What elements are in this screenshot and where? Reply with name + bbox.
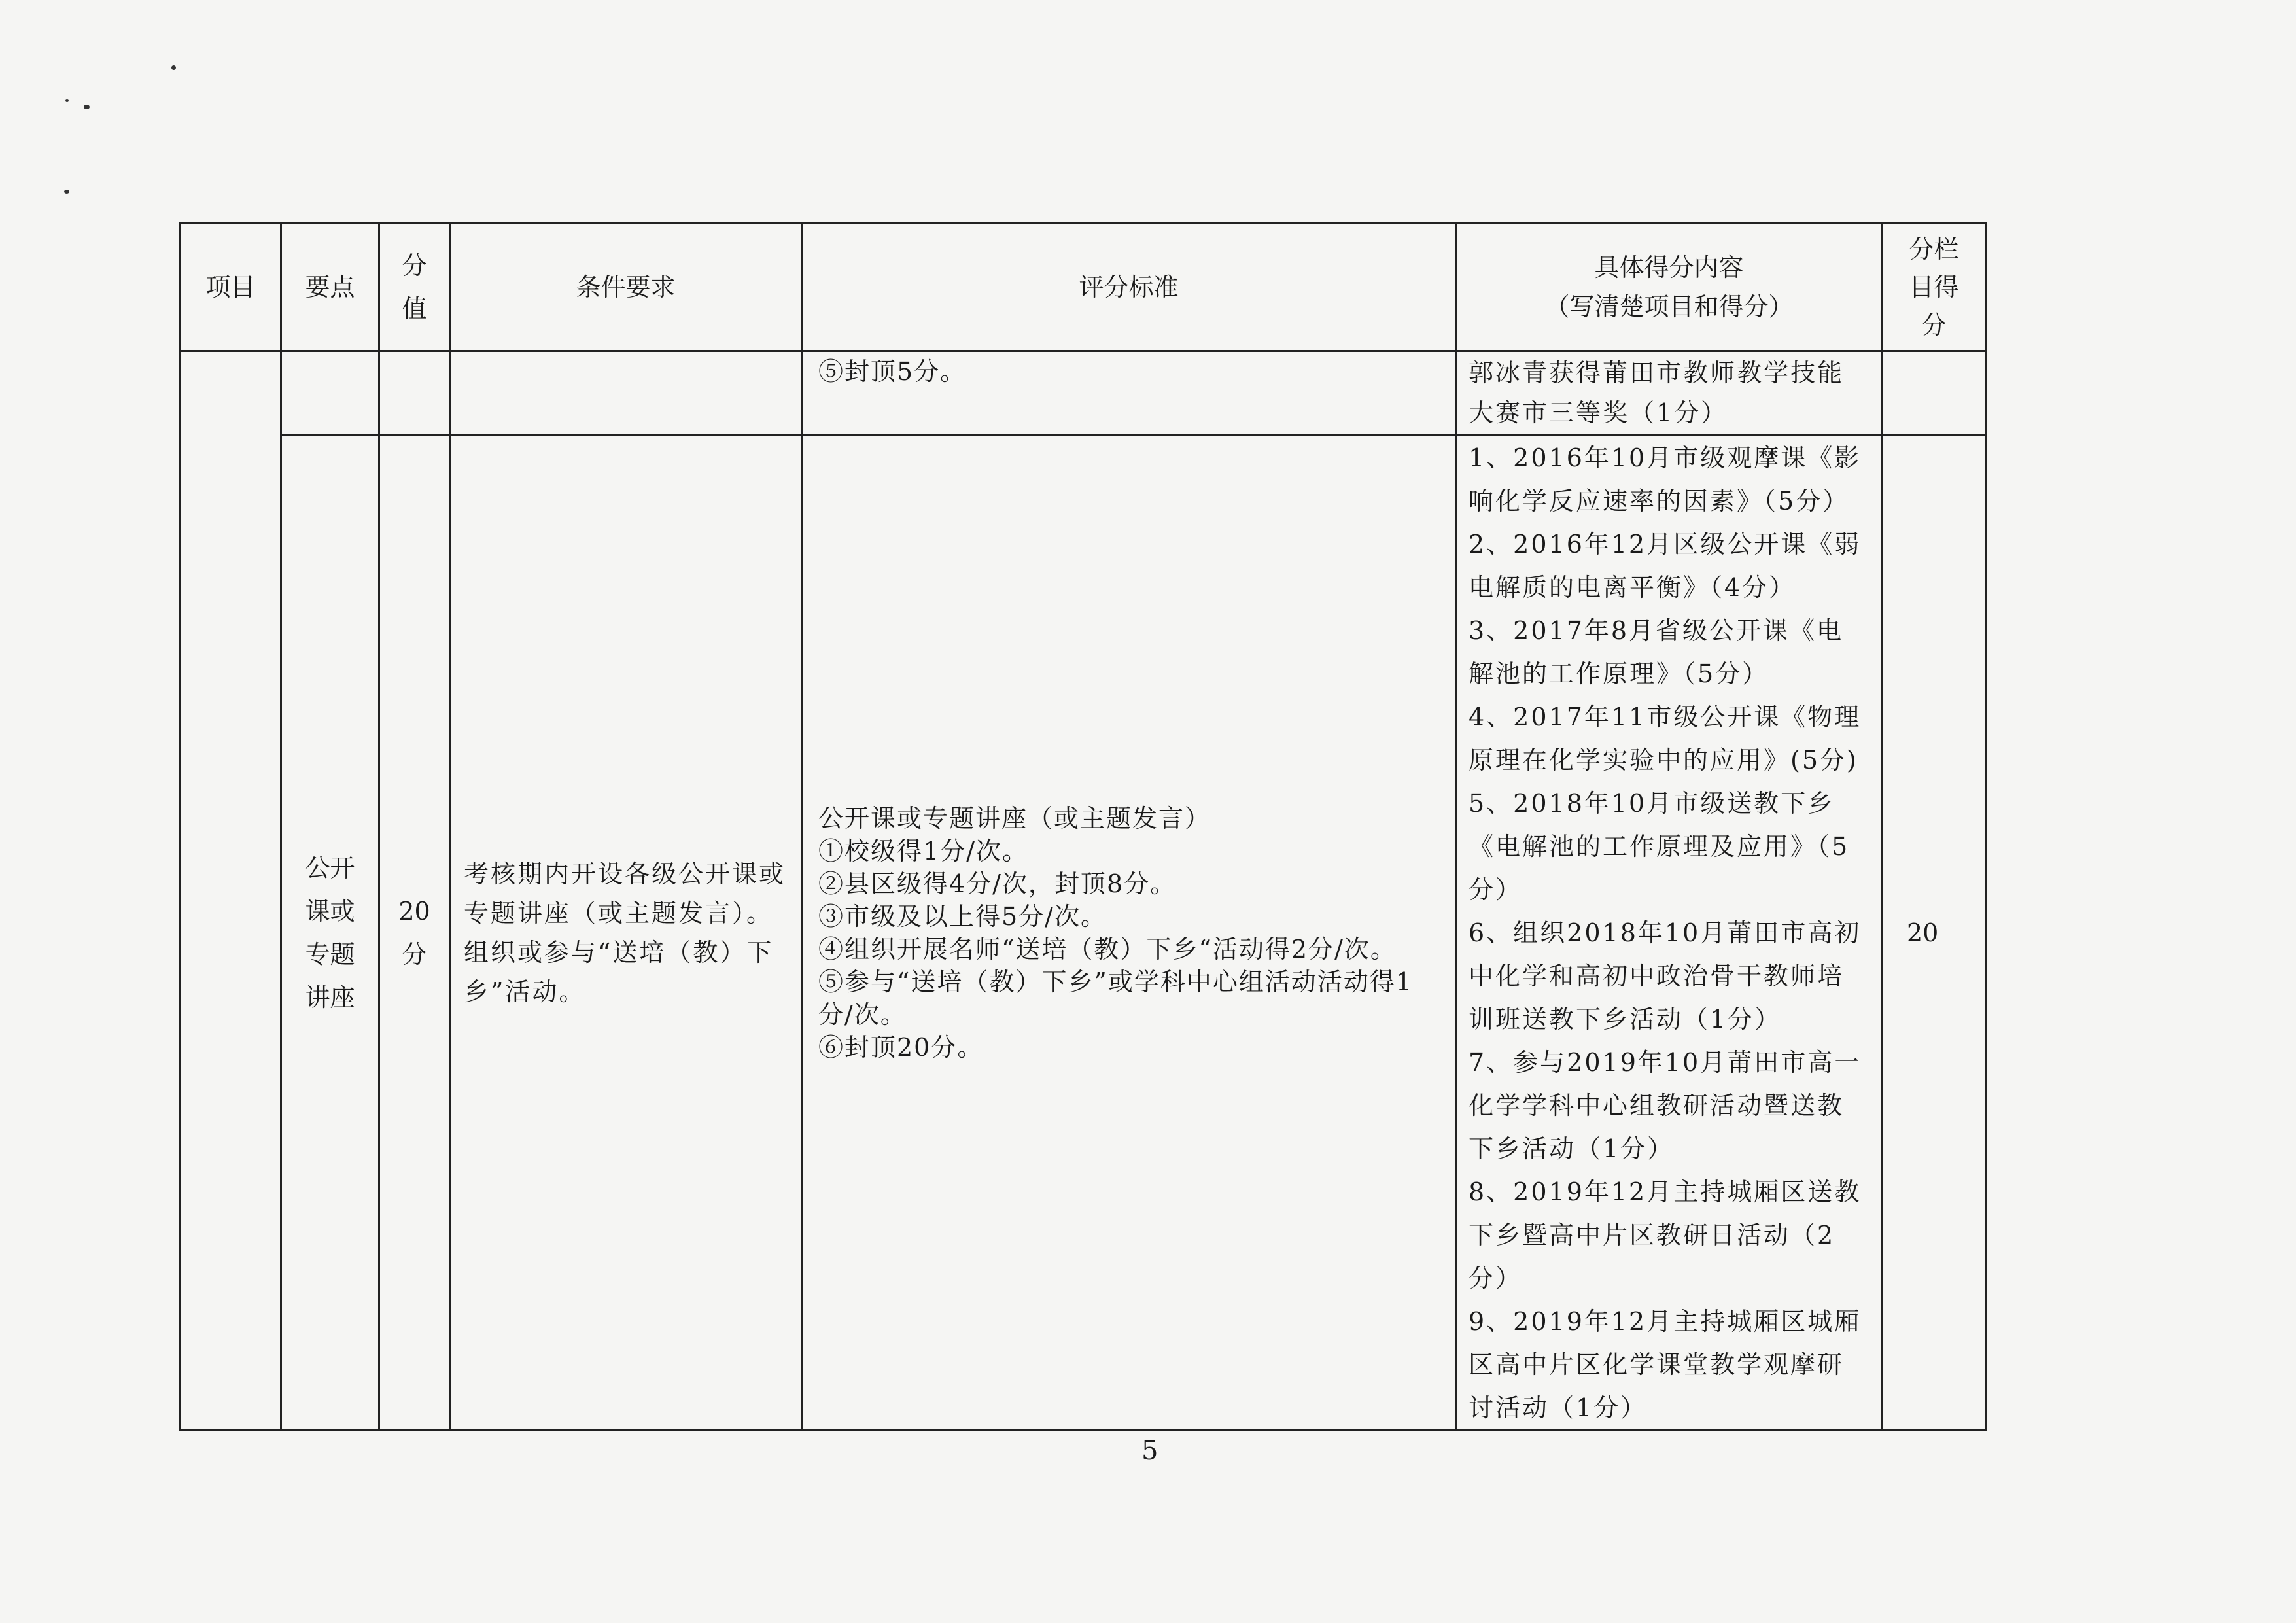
detail-cell: [1456, 436, 1883, 1431]
criteria-line: ⑥封顶20分。: [818, 1033, 984, 1062]
header-score: [379, 224, 450, 351]
detail-entry: 9、2019年12月主持城厢区城厢区高中片区化学课堂教学观摩研讨活动（1分）: [1469, 1307, 1862, 1422]
header-detail-line1: 具体得分内容: [1594, 253, 1744, 282]
detail-entry: 4、2017年11市级公开课《物理原理在化学实验中的应用》(5分): [1469, 703, 1862, 775]
criteria-line: ⑤参与“送培（教）下乡”或学科中心组活动活动得1分/次。: [818, 968, 1414, 1029]
header-score-text: 分值: [402, 251, 427, 323]
criteria-cell: [802, 436, 1456, 1431]
cont-criteria-cell: ⑤封顶5分。: [802, 351, 1456, 436]
point-text: 公开课或专题讲座: [305, 854, 355, 1012]
cont-detail-cell: 郭冰青获得莆田市教师教学技能大赛市三等奖（1分）: [1456, 351, 1883, 436]
cont-point-cell: [281, 351, 379, 436]
detail-entry: 2、2016年12月区级公开课《弱电解质的电离平衡》（4分）: [1469, 530, 1862, 602]
subtotal-cell: 20: [1883, 436, 1986, 1431]
scan-speck: [65, 99, 69, 102]
detail-entry: 7、参与2019年10月莆田市高一化学学科中心组教研活动暨送教下乡活动（1分）: [1469, 1048, 1862, 1163]
header-point: 要点: [281, 224, 379, 351]
score-text: 20分: [398, 897, 430, 969]
header-item: 项目: [181, 224, 281, 351]
criteria-line: ③市级及以上得5分/次。: [818, 902, 1107, 931]
cont-condition-cell: [450, 351, 802, 436]
cont-subtotal-cell: [1883, 351, 1986, 436]
scan-speck: [64, 190, 69, 194]
point-cell: [281, 436, 379, 1431]
scoring-table: [179, 222, 1987, 1431]
scan-speck: [84, 105, 90, 109]
detail-entry: 8、2019年12月主持城厢区送教下乡暨高中片区教研日活动（2分）: [1469, 1178, 1862, 1293]
header-detail-line2: （写清楚项目和得分）: [1544, 292, 1794, 321]
detail-entry: 6、组织2018年10月莆田市高初中化学和高初中政治骨干教师培训班送教下乡活动（1分）: [1469, 918, 1862, 1034]
score-cell: [379, 436, 450, 1431]
criteria-line: ②县区级得4分/次，封顶8分。: [818, 869, 1177, 898]
condition-cell: 考核期内开设各级公开课或专题讲座（或主题发言）。组织或参与“送培（教）下乡”活动。: [450, 436, 802, 1431]
detail-entry: 1、2016年10月市级观摩课《影响化学反应速率的因素》（5分）: [1469, 444, 1862, 515]
header-criteria: 评分标准: [802, 224, 1456, 351]
detail-entry: 5、2018年10月市级送教下乡《电解池的工作原理及应用》（5分）: [1469, 789, 1850, 904]
criteria-line: ①校级得1分/次。: [818, 837, 1028, 865]
header-subtotal: [1883, 224, 1986, 351]
criteria-line: ④组织开展名师“送培（教）下乡“活动得2分/次。: [818, 935, 1397, 964]
item-cell: [181, 351, 281, 1431]
detail-entry: 3、2017年8月省级公开课《电解池的工作原理》（5分）: [1469, 616, 1844, 688]
page-number: 5: [1141, 1436, 1158, 1466]
header-subtotal-text: 分栏目得分: [1909, 235, 1959, 340]
main-row: [181, 436, 1986, 1431]
scan-speck: [171, 65, 176, 70]
header-row: [181, 224, 1986, 351]
header-condition: 条件要求: [450, 224, 802, 351]
continuation-row: [181, 351, 1986, 436]
header-detail: [1456, 224, 1883, 351]
cont-score-cell: [379, 351, 450, 436]
criteria-line: 公开课或专题讲座（或主题发言）: [818, 804, 1211, 833]
